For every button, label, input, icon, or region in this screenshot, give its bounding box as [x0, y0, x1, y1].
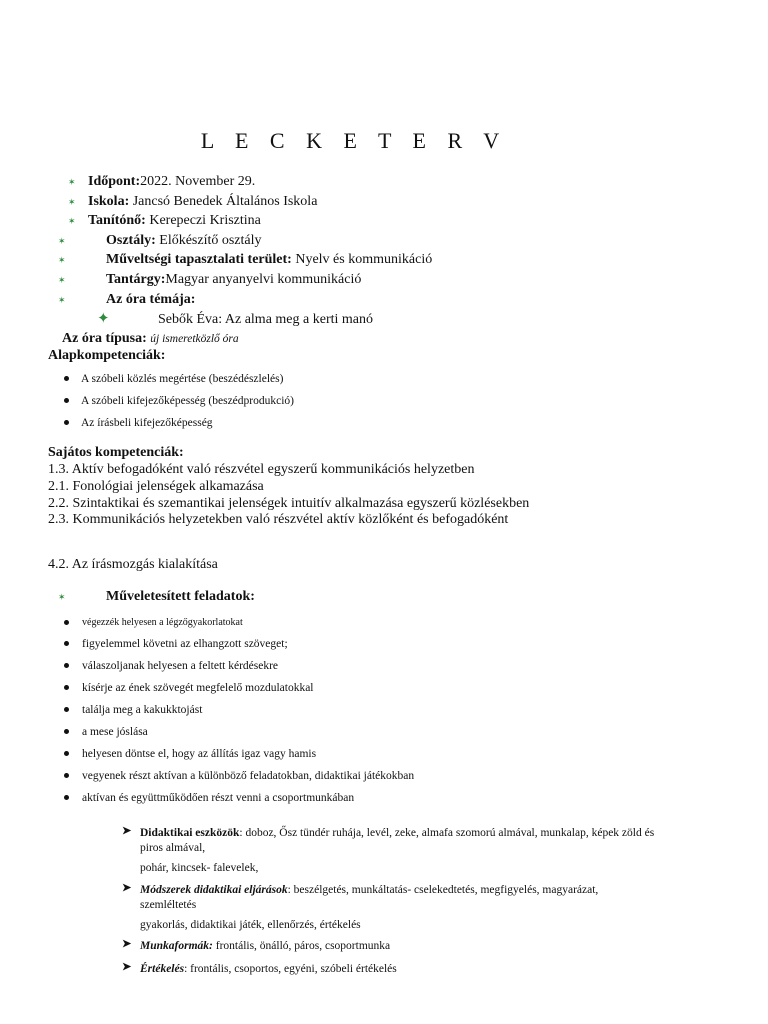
list-item: találja meg a kakukktojást — [82, 704, 203, 716]
star-bullet-icon: ✶ — [68, 197, 76, 207]
list-item: Az írásbeli kifejezőképesség — [81, 417, 213, 429]
star-bullet-icon: ✶ — [58, 592, 66, 602]
list-item: 1.3. Aktív befogadóként való részvétel egyszerű kommunikációs helyzetben — [48, 462, 475, 477]
star-bullet-icon: ✶ — [68, 216, 76, 226]
list-item: kísérje az ének szövegét megfelelő mozdulatokkal — [82, 682, 314, 694]
lesson-type: Az óra típusa: új ismeretközlő óra — [62, 331, 239, 346]
munkaformak: Munkaformák: frontális, önálló, páros, csoportmunka — [140, 940, 391, 952]
section-heading-sajatos: Sajátos kompetenciák: — [48, 445, 184, 460]
bullet-icon — [64, 398, 69, 403]
section-heading-alapkompetenciak: Alapkompetenciák: — [48, 348, 166, 363]
star-bullet-icon: ✶ — [68, 177, 76, 187]
bullet-icon — [64, 620, 69, 625]
arrow-bullet-icon: ➤ — [122, 882, 132, 894]
ertekeles: Értékelés: frontális, csoportos, egyéni, szóbeli értékelés — [140, 963, 397, 975]
page-title: L E C K E T E R V — [200, 128, 508, 153]
list-item: a mese jóslása — [82, 726, 148, 738]
bullet-icon — [64, 773, 69, 778]
list-item: A szóbeli közlés megértése (beszédészlelés) — [81, 373, 284, 385]
bullet-icon — [64, 376, 69, 381]
star-bullet-icon: ✶ — [58, 236, 66, 246]
bullet-icon — [64, 729, 69, 734]
header-topic-label: Az óra témája: — [106, 292, 196, 307]
arrow-bullet-icon: ➤ — [122, 938, 132, 950]
list-item: figyelemmel követni az elhangzott szöveget; — [82, 638, 288, 650]
header-subject: Tantárgy:Magyar anyanyelvi kommunikáció — [106, 272, 362, 287]
bullet-icon — [64, 420, 69, 425]
didaktikai-eszkozok-line2: piros almával, — [140, 842, 206, 854]
header-date: Időpont:2022. November 29. — [88, 174, 256, 189]
list-item: aktívan és együttműködően részt venni a csoportmunkában — [82, 792, 355, 804]
star-bullet-icon: ✶ — [58, 255, 66, 265]
header-school: Iskola: Jancsó Benedek Általános Iskola — [88, 194, 318, 209]
list-item: helyesen döntse el, hogy az állítás igaz vagy hamis — [82, 748, 317, 760]
list-item: válaszoljanak helyesen a feltett kérdésekre — [82, 660, 279, 672]
four-point-star-icon: ✦ — [97, 311, 110, 327]
star-bullet-icon: ✶ — [58, 275, 66, 285]
bullet-icon — [64, 641, 69, 646]
list-item: A szóbeli kifejezőképesség (beszédprodukció) — [81, 395, 294, 407]
arrow-bullet-icon: ➤ — [122, 825, 132, 837]
bullet-icon — [64, 795, 69, 800]
star-bullet-icon: ✶ — [58, 295, 66, 305]
bullet-icon — [64, 663, 69, 668]
bullet-icon — [64, 685, 69, 690]
header-teacher: Tanítónő: Kerepeczi Krisztina — [88, 213, 261, 228]
didaktikai-eszkozok-line3: pohár, kincsek- falevelek, — [140, 862, 259, 874]
list-item: végezzék helyesen a légzőgyakorlatokat — [82, 617, 243, 628]
section-heading-muveletesitett: Műveletesített feladatok: — [106, 589, 255, 604]
list-item: vegyenek részt aktívan a különböző feladatokban, didaktikai játékokban — [82, 770, 415, 782]
modszerek-line3: gyakorlás, didaktikai játék, ellenőrzés, értékelés — [140, 919, 361, 931]
section-42: 4.2. Az írásmozgás kialakítása — [48, 557, 218, 572]
list-item: 2.3. Kommunikációs helyzetekben való részvétel aktív közlőként és befogadóként — [48, 512, 509, 527]
header-class: Osztály: Előkészítő osztály — [106, 233, 262, 248]
bullet-icon — [64, 707, 69, 712]
bullet-icon — [64, 751, 69, 756]
didaktikai-eszkozok: Didaktikai eszközök: doboz, Ősz tündér ruhája, levél, zeke, almafa szomorú almával, munkalap, képek zöld és — [140, 827, 655, 839]
list-item: 2.1. Fonológiai jelenségek alkamazása — [48, 479, 264, 494]
list-item: 2.2. Szintaktikai és szemantikai jelenségek intuitív alkalmazása egyszerű közlésekben — [48, 496, 530, 511]
modszerek: Módszerek didaktikai eljárások: beszélgetés, munkáltatás- cselekedtetés, megfigyelés, magyarázat, — [140, 884, 599, 896]
modszerek-line2: szemléltetés — [140, 899, 197, 911]
topic-text: Sebők Éva: Az alma meg a kerti manó — [158, 312, 373, 327]
arrow-bullet-icon: ➤ — [122, 961, 132, 973]
header-area: Műveltségi tapasztalati terület: Nyelv és kommunikáció — [106, 252, 433, 267]
